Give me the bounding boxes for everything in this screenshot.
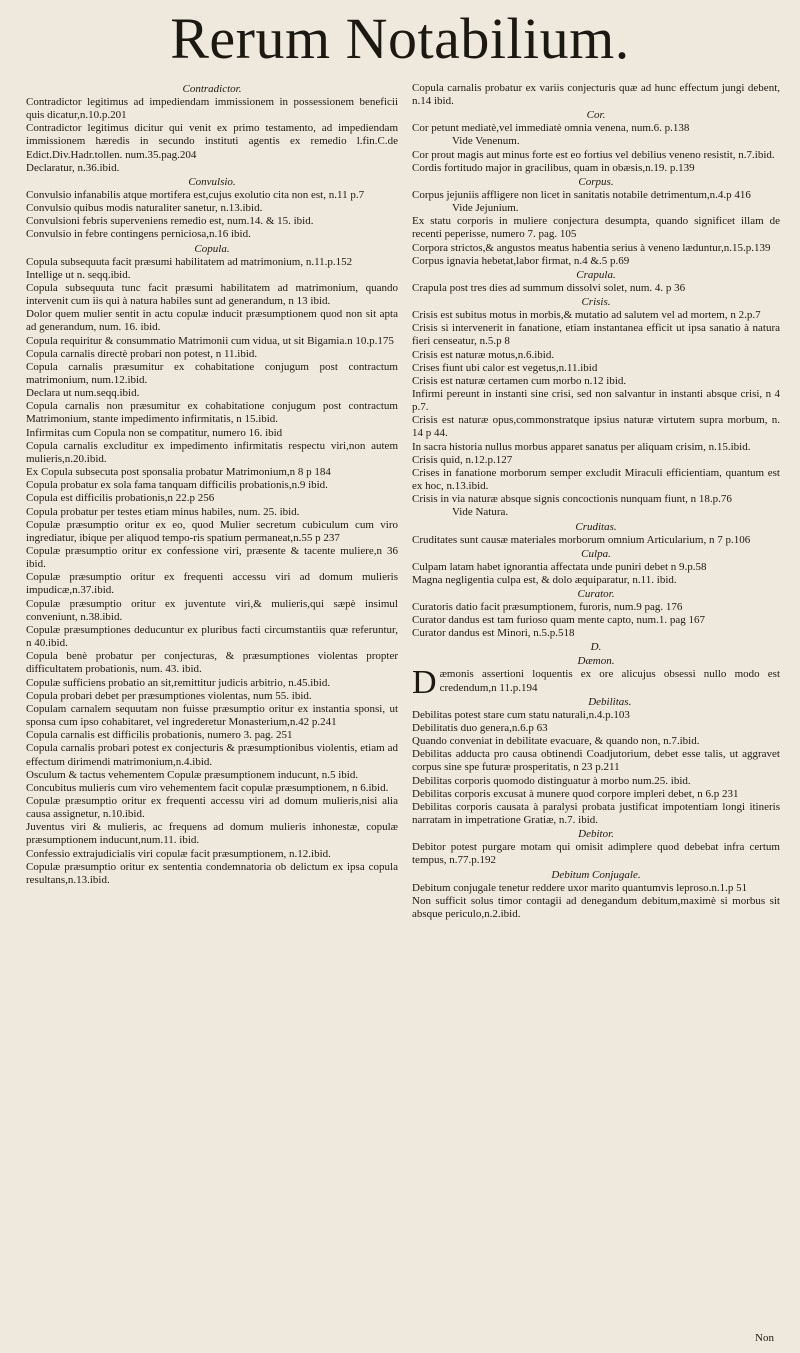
index-entry: Copula requiritur & consummatio Matrimonii cum vidua, ut sit Bigamia.n 10.p.175: [26, 334, 394, 347]
index-entry: Copulæ præsumptio oritur ex sententia condemnatoria ob delictum ex ipsa copula resultans,n.13.ibid.: [26, 860, 398, 886]
index-entry: Debitor potest purgare motam qui omisit adimplere quod debebat infra certum tempus, n.77.p.192: [412, 841, 780, 867]
index-entry: Ex statu corporis in muliere conjectura desumpta, quando significet illam de recenti peperisse, numero 7. pag. 105: [412, 215, 780, 241]
right-column: [412, 82, 780, 921]
index-entry: Copula carnalis est difficilis probationis, numero 3. pag. 251: [26, 729, 293, 742]
section-heading: Crapula.: [576, 268, 616, 281]
left-column: [26, 82, 398, 887]
index-entry: Contradictor legitimus ad impediendam immissionem in possessionem beneficii quis dicatur,n.10.p.201: [26, 96, 398, 122]
index-entry: Intellige ut n. seqq.ibid.: [26, 268, 131, 281]
index-entry: Copulæ præsumptio oritur ex frequenti accessu viri ad domum mulieris impudicæ,n.37.ibid.: [26, 571, 398, 597]
index-entry: Infirmitas cum Copula non se compatitur, numero 16. ibid: [26, 426, 283, 439]
index-entry: Infirmi pereunt in instanti sine crisi, sed non salvantur in instanti absque crisi, n 4 p.7.: [412, 387, 780, 414]
section-heading: Cruditas.: [575, 520, 617, 533]
section-heading: Convulsio.: [188, 175, 236, 188]
index-entry: Copulæ præsumptio oritur ex eo, quod Mulier secretum cubiculum cum viro ingrediatur, ibique per aliquod tempo-ris spatium permaneat,n.55 p 237: [26, 518, 398, 544]
section-heading: Corpus.: [578, 175, 614, 188]
index-entry: Copula est difficilis probationis,n 22.p 256: [26, 492, 215, 505]
index-entry: Crisis quid, n.12.p.127: [412, 453, 513, 466]
index-entry: Crisis est subitus motus in morbis,& mutatio ad salutem vel ad mortem, n 2.p.7: [412, 309, 761, 322]
index-entry: Quando conveniat in debilitate evacuare, & quando non, n.7.ibid.: [412, 735, 700, 748]
index-entry: Copulæ præsumptio oritur ex frequenti accessu viri ad domum mulieris,nisi alia causa assignetur, n.10.ibid.: [26, 794, 398, 821]
section-heading: Culpa.: [581, 547, 611, 560]
index-entry: Crisis in via naturæ absque signis concoctionis nunquam fiunt, n 18.p.76: [412, 493, 732, 506]
index-entry: Osculum & tactus vehementem Copulæ præsumptionem inducunt, n.5 ibid.: [26, 768, 359, 781]
index-entry: Copula carnalis probatur ex variis conjecturis quæ ad hunc effectum jungi debent, n.14 ibid.: [412, 82, 780, 108]
index-entry: Crisis est naturæ certamen cum morbo n.12 ibid.: [412, 374, 627, 387]
index-entry: Juventus viri & mulieris, ac frequens ad domum mulieris inhonestæ, copulæ præsumptionem inducunt,num.11. ibid.: [26, 821, 398, 847]
index-entry: Concubitus mulieris cum viro vehementem facit copulæ præsumptionem, n 6.ibid.: [26, 781, 389, 794]
index-entry: Corpus ignavia hebetat,labor firmat, n.4 &.5 p.69: [412, 254, 630, 267]
index-entry: Copula carnalis non præsumitur ex cohabitatione conjugum post contractum Matrimonium, stante impedimento infirmitatis, n 15.ibid.: [26, 400, 398, 426]
index-entry: Curator dandus est Minori, n.5.p.518: [412, 627, 575, 640]
catchword: Non: [755, 1332, 774, 1344]
index-entry: Declara ut num.seqq.ibid.: [26, 387, 140, 400]
section-heading: Copula.: [194, 242, 230, 255]
index-entry: Copula benè probatur per conjecturas, & præsumptiones violentas propter difficultatem probationis, num. 43. ibid.: [26, 650, 398, 676]
index-entry: Debilitatis duo genera,n.6.p 63: [412, 721, 548, 734]
page-title: Rerum Notabilium.: [170, 6, 630, 71]
cross-reference: Vide Venenum.: [452, 135, 520, 148]
cross-reference: Vide Natura.: [452, 506, 509, 519]
index-entry: Cor petunt mediatè,vel immediatè omnia venena, num.6. p.138: [412, 122, 690, 135]
section-heading: Crisis.: [581, 296, 611, 309]
index-entry: Debitum conjugale tenetur reddere uxor marito quantumvis leproso.n.1.p 51: [412, 881, 748, 894]
index-entry: Dolor quem mulier sentit in actu copulæ inducit præsumptionem quod non sit apta ad generandum, num. 16. ibid.: [26, 308, 398, 334]
index-entry: Corpora strictos,& angustos meatus habentia serius à veneno læduntur,n.15.p.139: [412, 241, 771, 254]
index-entry: Copula carnalis directè probari non potest, n 11.ibid.: [26, 347, 258, 360]
index-entry: Dæmonis assertioni loquentis ex ore alicujus obsessi nullo modo est credendum,n 11.p.194: [412, 664, 780, 702]
index-entry: Debilitas corporis quomodo distinguatur à morbo num.25. ibid.: [412, 774, 691, 787]
index-entry: Copula carnalis excluditur ex impedimento infirmitatis respectu viri,non autem mulieris,n.20.ibid.: [26, 439, 398, 465]
index-entry: Crisis est naturæ opus,commonstratque ipsius naturæ virtutem supra morbum, n. 14 p 44.: [412, 414, 780, 440]
index-entry: Crapula post tres dies ad summum dissolvi solet, num. 4. p 36: [412, 281, 686, 294]
index-entry: Convulsio quibus modis naturaliter sanetur, n.13.ibid.: [26, 202, 263, 215]
index-entry: Debilitas corporis excusat à munere quod corpore impleri debet, n 6.p 231: [412, 787, 739, 800]
index-entry: Curator dandus est tam furioso quam mente capto, num.1. pag 167: [412, 614, 705, 627]
index-entry: Copula subsequuta facit præsumi habilitatem ad matrimonium, n.11.p.152: [26, 255, 353, 268]
section-heading: Dæmon.: [577, 655, 615, 668]
index-entry: Cor prout magis aut minus forte est eo fortius vel debilius veneno resistit, n.7.ibid.: [412, 148, 775, 161]
index-entry: Debilitas corporis causata à paralysi probata justificat impotentiam longi itineris narratam in impetratione Gratiæ, n.7. ibid.: [412, 800, 780, 827]
index-entry: In sacra historia nullus morbus apparet sanatus per aliquam crisim, n.15.ibid.: [412, 440, 751, 453]
index-entry: Crises fiunt ubi calor est vegetus,n.11.ibid: [412, 361, 598, 374]
index-entry: Crises in fanatione morborum semper excludit Miraculi efficientiam, quantum est ex hoc, n.13.ibid.: [412, 466, 780, 493]
index-entry: Copulæ sufficiens probatio an sit,remittitur judicis arbitrio, n.45.ibid.: [26, 676, 331, 689]
section-heading: D.: [590, 641, 602, 654]
index-entry: Contradictor legitimus dicitur qui venit ex primo testamento, ad impediendam immissionem hæredis in secundo instituti agentis ex remedio l.fin.C.de Edict.Div.Hadr.tollen. num.35.pag.204: [26, 122, 398, 161]
index-entry: Magna negligentia culpa est, & dolo æquiparatur, n.11. ibid.: [412, 573, 677, 586]
cross-reference: Vide Jejunium.: [452, 202, 519, 215]
index-entry: Cruditates sunt causæ materiales morborum omnium Articularium, n 7 p.106: [412, 533, 751, 546]
index-entry: Copula subsequuta tunc facit præsumi habilitatem ad matrimonium, quando intervenit cum iis qui à natura habiles sunt ad generandum, n 13 ibid.: [26, 281, 398, 308]
index-entry: Corpus jejuniis affligere non licet in sanitatis notabile detrimentum,n.4.p 416: [412, 188, 751, 201]
index-entry: Cordis fortitudo major in gracilibus, quam in obæsis,n.19. p.139: [412, 161, 695, 174]
index-entry: Copulæ præsumptio oritur ex confessione viri, præsente & tacente muliere,n 36 ibid.: [26, 545, 398, 571]
index-entry: Crisis si intervenerit in fanatione, etiam instantanea efficit ut ipsa sanatio à natura fieri censeatur, n.5.p 8: [412, 322, 780, 348]
section-heading: Curator.: [577, 588, 615, 600]
index-entry: Convulsio infanabilis atque mortifera est,cujus exolutio cita non est, n.11 p.7: [26, 188, 365, 201]
index-entry: Copula carnalis præsumitur ex cohabitatione conjugum post contractum matrimonium, num.12.ibid.: [26, 360, 398, 386]
index-entry: Crisis est naturæ motus,n.6.ibid.: [412, 348, 555, 361]
index-entry: Copulam carnalem sequutam non fuisse præsumptio oritur ex instantia sponsi, ut sponsa cum ipso cohabitaret, vel ingrederetur Monasterium,n.42 p.241: [26, 702, 398, 729]
section-heading: Debitum Conjugale.: [551, 868, 641, 881]
index-entry: Convulsio in febre contingens perniciosa,n.16 ibid.: [26, 228, 251, 241]
section-heading: Debitor.: [578, 828, 614, 841]
index-entry: Copula probatur per testes etiam minus habiles, num. 25. ibid.: [26, 505, 300, 518]
index-entry: Declaratur, n.36.ibid.: [26, 161, 120, 174]
index-entry: Debilitas adducta pro causa obtinendi Coadjutorium, debet esse talis, ut aggravet corpus sine spe futuræ prosperitatis, n 23 p.211: [412, 748, 780, 774]
index-entry: Debilitas potest stare cum statu naturali,n.4.p.103: [412, 708, 630, 721]
index-entry: Curatoris datio facit præsumptionem, furoris, num.9 pag. 176: [412, 601, 683, 613]
index-entry: Culpam latam habet ignorantia affectata unde puniri debet n 9.p.58: [412, 560, 707, 573]
section-heading: Contradictor.: [182, 83, 242, 95]
index-entry: Copula probari debet per præsumptiones violentas, num 55. ibid.: [26, 689, 312, 702]
section-heading: Debilitas.: [588, 695, 632, 708]
index-entry: Copula carnalis probari potest ex conjecturis & præsumptionibus violentis, etiam ad effectum dirimendi matrimonium,n.4.ibid.: [26, 742, 398, 768]
index-entry: Ex Copula subsecuta post sponsalia probatur Matrimonium,n 8 p 184: [26, 466, 331, 479]
index-entry: Confessio extrajudicialis viri copulæ facit præsumptionem, n.12.ibid.: [26, 847, 331, 860]
index-entry: Convulsioni febris superveniens remedio est, num.14. & 15. ibid.: [26, 215, 314, 228]
index-entry: Non sufficit solus timor contagii ad denegandum debitum,maximè si morbus sit absque periculo,n.2.ibid.: [412, 894, 780, 920]
index-entry: Copula probatur ex sola fama tanquam difficilis probationis,n.9 ibid.: [26, 479, 328, 492]
index-entry: Copulæ præsumptiones deducuntur ex pluribus facti circumstantiis quæ referuntur, n 40.ibid.: [26, 623, 398, 650]
index-entry: Copulæ præsumptio oritur ex juventute viri,& mulieris,qui sæpè insimul conveniunt, n.38.ibid.: [26, 597, 398, 623]
section-heading: Cor.: [586, 109, 606, 122]
